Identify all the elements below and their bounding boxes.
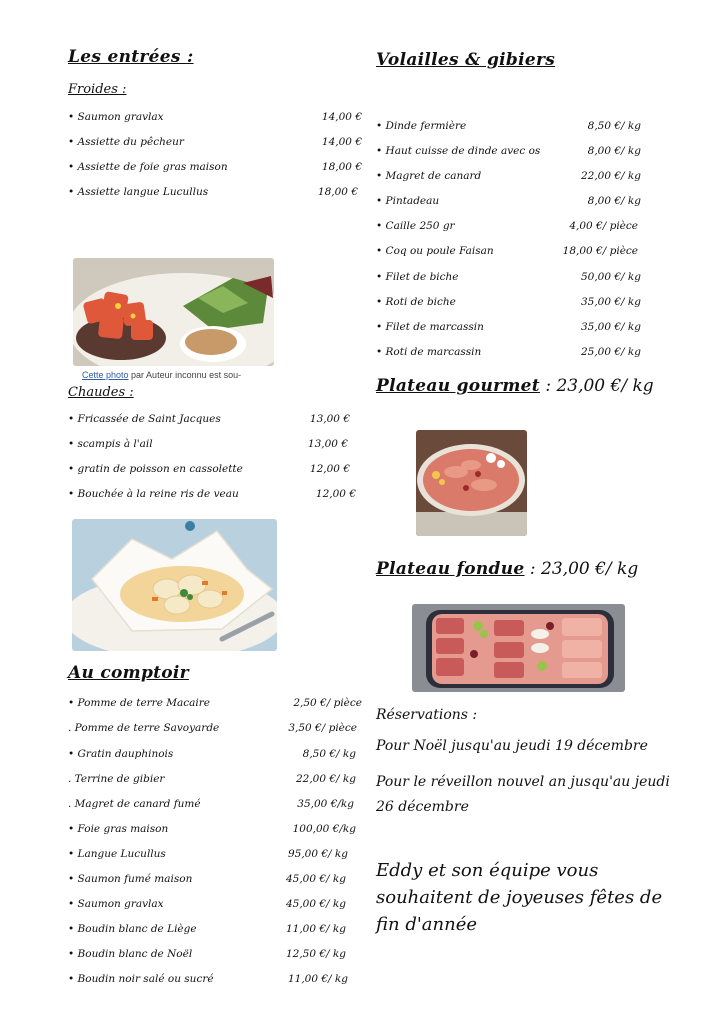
item-price: 18,00 €/ pièce	[562, 245, 638, 257]
plateau-fondue-price: : 23,00 €/ kg	[524, 559, 639, 579]
item-name: • Haut cuisse de dinde avec os	[376, 145, 541, 157]
item-name: • Bouchée à la reine ris de veau	[68, 488, 239, 500]
item-name: • Coq ou poule Faisan	[376, 245, 494, 257]
photo-caption-link[interactable]: Cette photo	[82, 370, 129, 380]
item-name: • Dinde fermière	[376, 120, 467, 132]
item-name: • Gratin dauphinois	[68, 748, 174, 760]
item-price: 12,50 €/ kg	[285, 948, 346, 960]
item-name: • Langue Lucullus	[68, 848, 166, 860]
photo-caption-text: par Auteur inconnu est sou-	[128, 370, 242, 380]
item-price: 8,50 €/ kg	[587, 120, 641, 132]
item-name: • Boudin noir salé ou sucré	[68, 973, 214, 985]
item-name: • Boudin blanc de Liège	[68, 923, 197, 935]
closing-message: Eddy et son équipe vous souhaitent de joyeuses fêtes de fin d'année	[376, 860, 663, 935]
item-name: • Assiette langue Lucullus	[68, 186, 209, 198]
item-name: • Pintadeau	[376, 195, 440, 207]
item-name: • Fricassée de Saint Jacques	[68, 413, 221, 425]
item-price: 50,00 €/ kg	[580, 271, 641, 283]
item-name: • scampis à l'ail	[68, 438, 153, 450]
item-price: 12,00 €	[315, 488, 356, 500]
item-price: 14,00 €	[321, 111, 362, 123]
reservations-line-1: Pour Noël jusqu'au jeudi 19 décembre	[376, 738, 648, 754]
item-name: • Roti de biche	[376, 296, 456, 308]
item-name: • Roti de marcassin	[376, 346, 482, 358]
item-name: • Pomme de terre Macaire	[68, 697, 210, 709]
plateau-gourmet-price: : 23,00 €/ kg	[539, 376, 654, 396]
chaudes-title: Chaudes :	[68, 385, 134, 400]
item-name: • Assiette de foie gras maison	[68, 161, 228, 173]
item-price: 22,00 €/ kg	[580, 170, 641, 182]
item-price: 100,00 €/kg	[292, 823, 356, 835]
item-price: 35,00 €/ kg	[580, 296, 641, 308]
entrees-title: Les entrées :	[68, 47, 194, 67]
item-name: • Filet de marcassin	[376, 321, 484, 333]
item-name: . Magret de canard fumé	[68, 798, 201, 810]
fondue-platter-photo	[412, 604, 625, 692]
item-price: 3,50 €/ pièce	[288, 722, 357, 734]
reservations-line-2: Pour le réveillon nouvel an jusqu'au jeudi 26 décembre	[376, 774, 670, 815]
item-name: • Assiette du pêcheur	[68, 136, 184, 148]
item-price: 8,00 €/ kg	[587, 195, 641, 207]
fricassee-bowl-photo	[72, 519, 277, 651]
item-price: 45,00 €/ kg	[285, 873, 346, 885]
item-name: • Foie gras maison	[68, 823, 169, 835]
salmon-plate-photo	[73, 258, 274, 366]
item-price: 11,00 €/ kg	[287, 973, 348, 985]
item-price: 35,00 €/kg	[297, 798, 354, 810]
item-price: 11,00 €/ kg	[285, 923, 346, 935]
item-name: • Saumon gravlax	[68, 111, 164, 123]
item-price: 8,50 €/ kg	[302, 748, 356, 760]
comptoir-title: Au comptoir	[68, 663, 189, 683]
item-price: 4,00 €/ pièce	[569, 220, 638, 232]
plateau-gourmet-label: Plateau gourmet	[376, 376, 540, 396]
item-price: 18,00 €	[321, 161, 362, 173]
item-name: • Magret de canard	[376, 170, 482, 182]
item-name: • Filet de biche	[376, 271, 459, 283]
photo-caption	[82, 370, 241, 380]
item-price: 12,00 €	[309, 463, 350, 475]
item-price: 25,00 €/ kg	[580, 346, 641, 358]
reservations-title: Réservations :	[376, 707, 478, 723]
plateau-fondue-heading	[376, 559, 638, 579]
item-name: • gratin de poisson en cassolette	[68, 463, 243, 475]
item-price: 8,00 €/ kg	[587, 145, 641, 157]
item-name: . Pomme de terre Savoyarde	[68, 722, 220, 734]
item-price: 13,00 €	[307, 438, 348, 450]
item-name: • Caille 250 gr	[376, 220, 455, 232]
item-price: 95,00 €/ kg	[287, 848, 348, 860]
plateau-gourmet-heading	[376, 376, 654, 396]
item-name: . Terrine de gibier	[68, 773, 165, 785]
plateau-fondue-label: Plateau fondue	[376, 559, 525, 579]
item-name: • Saumon fumé maison	[68, 873, 193, 885]
item-price: 18,00 €	[317, 186, 358, 198]
gourmet-platter-photo	[416, 430, 527, 536]
froides-title: Froides :	[68, 82, 127, 97]
item-price: 2,50 €/ pièce	[293, 697, 362, 709]
item-name: • Saumon gravlax	[68, 898, 164, 910]
item-price: 14,00 €	[321, 136, 362, 148]
item-price: 13,00 €	[309, 413, 350, 425]
item-price: 35,00 €/ kg	[580, 321, 641, 333]
item-name: • Boudin blanc de Noël	[68, 948, 193, 960]
volailles-title: Volailles & gibiers	[376, 50, 556, 70]
item-price: 22,00 €/ kg	[295, 773, 356, 785]
item-price: 45,00 €/ kg	[285, 898, 346, 910]
